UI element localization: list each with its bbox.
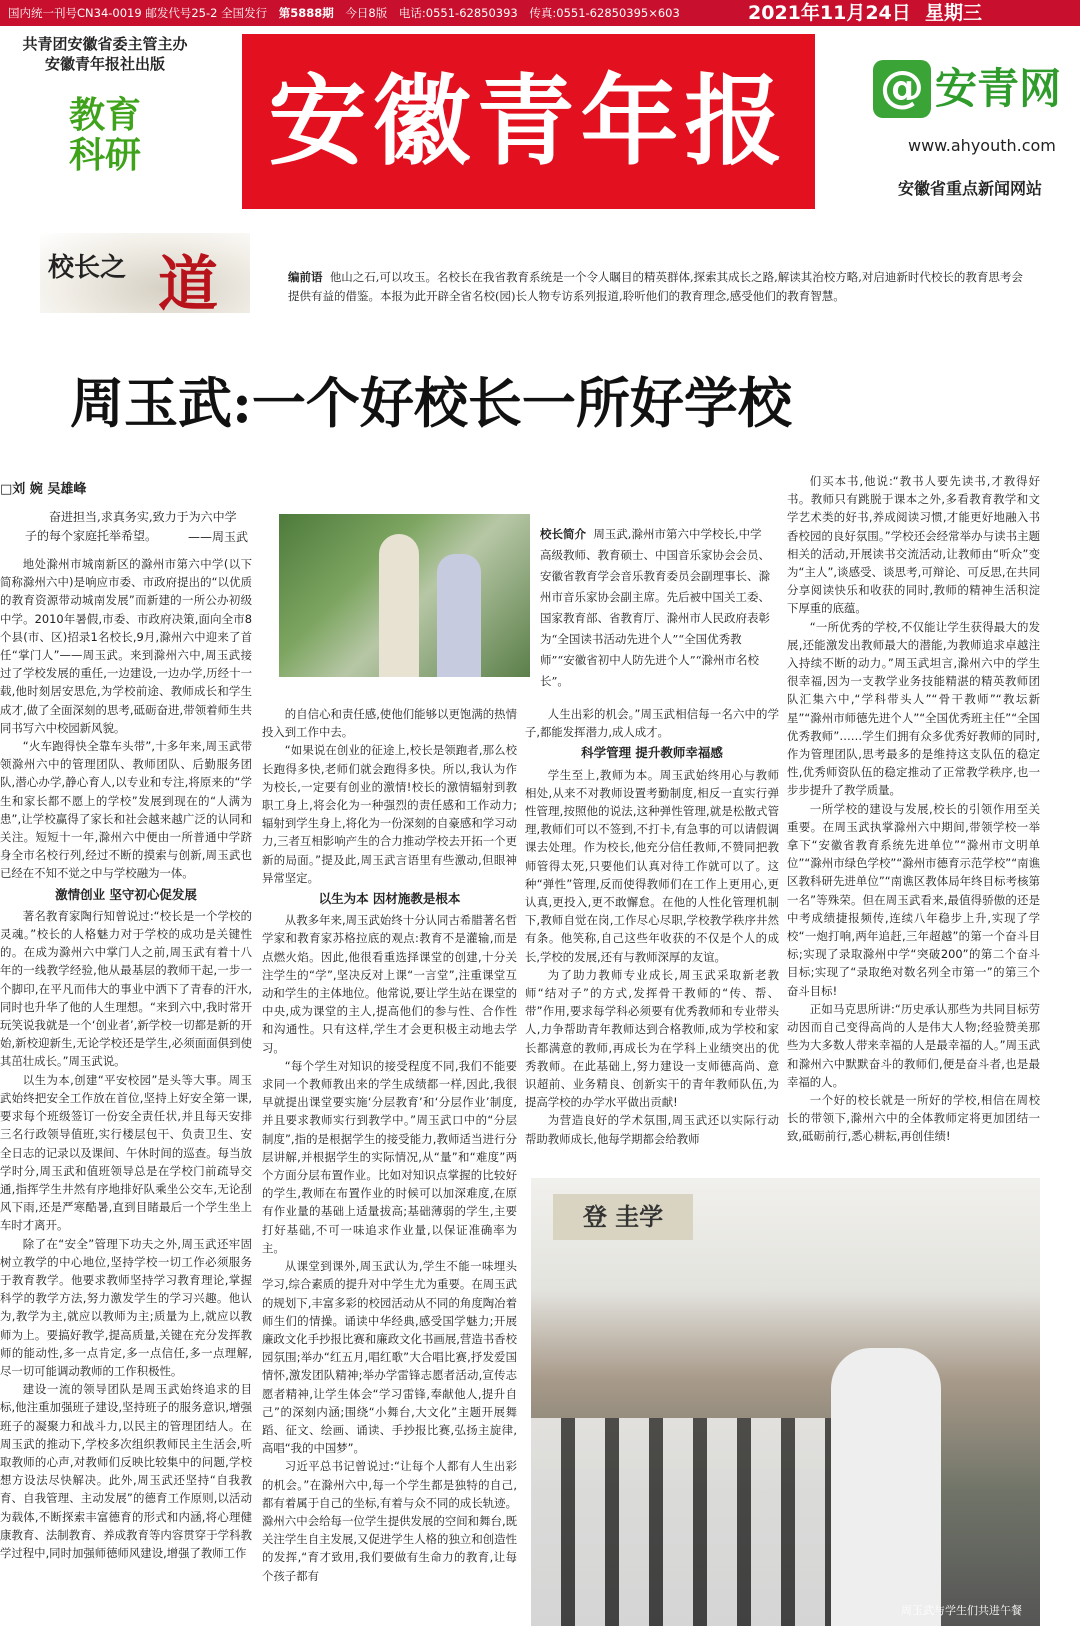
paragraph: 以生为本,创建“平安校园”是头等大事。周玉武始终把安全工作放在首位,坚持上好安全第一课,要求每个班级签订一份安全责任状,并且每天安排三名行政领导值班,实行楼层包干、负责卫生、安全日志的记录以及课间、午休时间的巡查。每当放学时分,周玉武和值班领导总是在学校门前疏导交通,指挥学生井然有序地排好队乘坐公交车,无论刮风下雨,还是严寒酷暑,直到目睹最后一个学生坐上车时才离开。 (0, 1072, 252, 1233)
at-icon: @ (873, 60, 931, 118)
photo-sign: 登 圭学 (553, 1194, 693, 1240)
paragraph: 们买本书,他说:“教书人要先读书,才教得好书。教师只有跳脱于课本之外,多看教育教学和文学艺术类的好书,养成阅读习惯,才能更好地融入书香校园的良好氛围。”学校还会经常举办与读书主题相关的活动,开展读书交流活动,让教师由“听众”变为“主人”,谈感受、谈思考,可辩论、可反思,在共同分享阅读快乐和收获的同时,教师的精神生活积淀下厚重的底蕴。 (787, 474, 1040, 616)
sponsor-info (10, 34, 200, 74)
principal-bio (540, 524, 770, 692)
paragraph: 学生至上,教师为本。周玉武始终用心与教师相处,从来不对教师设置考勤制度,相反一直实行弹性管理,按照他的说法,这种弹性管理,就是松散式管理,教师们可以不签到,不打卡,有急事的可以请假调课去处理。作为校长,他充分信任教师,不赞同把教师管得太死,只要他们认真对待工作就可以了。这种“弹性”管理,反而使得教师们在工作上更用心,更认真,更投入,更不敢懈怠。在他的人性化管理机制下,教师自觉在岗,工作尽心尽职,学校教学秩序井然有条。他笑称,自己这些年收获的不仅是个人的成长,学校的发展,还有与教师深厚的友谊。 (525, 767, 779, 964)
paragraph: 建设一流的领导团队是周玉武始终追求的目标,他注重加强班子建设,坚持班子的服务意识,增强班子的凝聚力和战斗力,以民主的管理团结人。在周玉武的推动下,学校多次组织教师民主生活会,听取教师的心声,对教师们反映比较集中的问题,学校想方设法尽快解决。此外,周玉武还坚持“自我教育、自我管理、主动发展”的德育工作原则,以活动为载体,不断探索丰富德育的形式和内涵,将心理健康教育、法制教育、养成教育等内容贯穿于学科教学过程中,同时加强师德师风建设,增强了教师工作 (0, 1382, 252, 1560)
article-column-1 (0, 555, 252, 1626)
sponsor-line-2: 安徽青年报社出版 (44, 55, 165, 73)
paragraph: 正如马克思所讲:“历史承认那些为共同目标劳动因而自己变得高尚的人是伟大人物;经验赞美那些为大多数人带来幸福的人是最幸福的人。”周玉武和滁州六中默默奋斗的教师们,便是奋斗者,也是最幸福的人。 (787, 1001, 1040, 1089)
paragraph: “火车跑得快全靠车头带”,十多年来,周玉武带领滁州六中的管理团队、教师团队、后勤服务团队,潜心办学,静心育人,以专业和专注,将原来的“学生和家长都不愿上的学校”发展到现在的“人满为患”,让学校赢得了家长和社会越来越广泛的认同和关注。短短十一年,滁州六中便由一所普通中学跻身全市名校行列,经过不断的摸索与创新,周玉武也已经在不知不觉之中与学校融为一体。 (0, 739, 252, 881)
issue-weekday: 星期三 (925, 2, 983, 24)
site-tagline: 安徽省重点新闻网站 (898, 179, 1043, 198)
photo-person (437, 554, 481, 677)
newspaper-masthead: 安徽青年报 (242, 34, 815, 209)
paragraph: “如果说在创业的征途上,校长是领跑者,那么校长跑得多快,老师们就会跑得多快。所以,我认为作为校长,一定要有创业的激情!校长的激情辐射到教职工身上,将会化为一种强烈的责任感和工作动力;辐射到学生身上,将化为一份深刻的自豪感和学习动力,三者互相影响产生的合力推动学校去开拓一个更新的局面。”提及此,周玉武言语里有些激动,但眼神异常坚定。 (262, 743, 517, 885)
editor-note-label: 编前语 (288, 270, 323, 284)
article-headline: 周玉武:一个好校长一所好学校 (70, 371, 792, 435)
column-title-part-2: 道 (158, 250, 218, 320)
top-info-bar (0, 0, 1080, 26)
column-header (40, 233, 250, 320)
section-label: 教育科研 (68, 94, 141, 176)
paragraph: 除了在“安全”管理下功夫之外,周玉武还牢固树立教学的中心地位,坚持学校一切工作必须服务于教育教学。他要求教师坚持学习教育理论,掌握科学的教学方法,努力激发学生的学习兴趣。他认为,教学为主,就应以教师为主;质量为上,就应以教师为上。要搞好教学,提高质量,关键在充分发挥教师的能动性,多一点肯定,多一点信任,多一点理解,尽一切可能调动教师的工作积极性。 (0, 1236, 252, 1378)
cafeteria-photo (531, 1178, 1040, 1626)
paragraph: 人生出彩的机会。”周玉武相信每一名六中的学子,都能发挥潜力,成人成才。 (525, 707, 779, 740)
photo-principal (831, 1348, 941, 1626)
page-count: 今日8版 (345, 6, 388, 20)
issue-number: 第5888期 (278, 6, 334, 20)
phone-number: 电话:0551-62850393 (398, 6, 518, 20)
bio-text: 周玉武,滁州市第六中学校长,中学高级教师、教育硕士、中国音乐家协会会员、安徽省教育学会音乐教育委员会副理事长、滁州市音乐家协会副主席。先后被中国关工委、国家教育部、省教育厅、滁州市人民政府表彰为“全国读书活动先进个人”“全国优秀教师”“安徽省初中人防先进个人”“滁州市名校长”。 (540, 527, 770, 688)
paragraph: 为了助力教师专业成长,周玉武采取新老教师“结对子”的方式,发挥骨干教师的“传、帮、带”作用,要求每学科必须要有优秀教师和专业带头人,力争帮助青年教师达到合格教师,成为学校和家长都满意的教师,再成长为在学科上业绩突出的优秀教师。在此基础上,努力建设一支师德高尚、意识超前、业务精良、创新实干的青年教师队伍,为提高学校的办学水平做出贡献! (525, 967, 779, 1110)
paragraph: 著名教育家陶行知曾说过:“校长是一个学校的灵魂。”校长的人格魅力对于学校的成功是关键性的。在成为滁州六中掌门人之前,周玉武有着十八年的一线教学经验,他从最基层的教师干起,一步一个脚印,在平凡而伟大的事业中洒下了青春的汗水,同时也升华了他的人生理想。“来到六中,我时常开玩笑说我就是一个‘创业者’,新学校一切都是新的开始,新校迎新生,无论学校还是学生,必须面面俱到使其茁壮成长。”周玉武说。 (0, 908, 252, 1069)
website-url[interactable]: www.ahyouth.com (908, 136, 1056, 155)
subheading-2: 以生为本 因材施教是根本 (318, 891, 461, 907)
fax-number: 传真:0551-62850395×603 (529, 6, 680, 20)
editor-note-text: 他山之石,可以攻玉。名校长在我省教育系统是一个令人瞩目的精英群体,探索其成长之路,解读其治校方略,对启迪新时代校长的教育思考会提供有益的借鉴。本报为此开辟全省名校(园)长人物专访系列报道,聆听他们的教育理念,感受他们的教育智慧。 (288, 270, 1023, 303)
paragraph: 地处滁州市城南新区的滁州市第六中学(以下简称滁州六中)是响应市委、市政府提出的“以优质的教育资源带动城南发展”而新建的一所公办初级中学。2010年暑假,市委、市政府决策,面向全市8个县(市、区)招录1名校长,9月,滁州六中迎来了首任“掌门人”——周玉武。来到滁州六中,周玉武接过了学校发展的重任,一边建设,一边办学,历经十一载,他时刻居安思危,为学校前途、教师成长和学生成才,做了全面深刻的思考,砥砺奋进,带领着师生共同书写六中校园新风貌。 (0, 557, 252, 735)
column-title-part-1: 校长之 (48, 253, 127, 283)
paragraph: 从教多年来,周玉武始终十分认同古希腊著名哲学家和教育家苏格拉底的观点:教育不是灌输,而是点燃火焰。因此,他很看重选择课堂的创建,十分关注学生的“学”,坚决反对上课“一言堂”,注重课堂互动和学生的主体地位。他常说,要让学生站在课堂的中央,成为课堂的主人,提高他们的参与性、合作性和沟通性。只有这样,学生才会更积极主动地去学习。 (262, 913, 517, 1055)
paragraph: 的自信心和责任感,使他们能够以更饱满的热情投入到工作中去。 (262, 707, 517, 740)
photo-rock (379, 534, 419, 677)
photo-students (531, 1418, 831, 1626)
site-logo-name: 安青网 (935, 64, 1062, 113)
issue-date: 2021年11月24日 (748, 2, 911, 24)
article-byline: □刘 婉 吴雄峰 (0, 482, 87, 497)
lead-quote-author: ——周玉武 (188, 530, 249, 544)
paragraph: “一所优秀的学校,不仅能让学生获得最大的发展,还能激发出教师最大的潜能,为教师追求卓越注入持续不断的动力。”周玉武坦言,滁州六中的学生很幸福,因为一支教学业务技能精湛的精英教师团队汇集六中,“学科带头人”“骨干教师”“教坛新星”“滁州市师德先进个人”“全国优秀班主任”“全国优秀教师”……学生们拥有众多优秀好教师的同时,作为管理团队,思考最多的是维持这支队伍的稳定性,优秀师资队伍的稳定推动了正常教学秩序,也一步步提升了教学质量。 (787, 619, 1040, 798)
publication-info: 国内统一刊号CN34-0019 邮发代号25-2 全国发行 (8, 6, 268, 20)
editor-note (288, 268, 1028, 306)
subheading-3: 科学管理 提升教师幸福感 (581, 745, 723, 761)
sponsor-line-1: 共青团安徽省委主管主办 (22, 35, 188, 53)
bio-label: 校长简介 (540, 527, 586, 541)
photo-caption: 周玉武与学生们共进午餐 (901, 1604, 1022, 1617)
paragraph: 为营造良好的学术氛围,周玉武还以实际行动帮助教师成长,他每学期都会给教师 (525, 1113, 779, 1146)
paragraph: 一个好的校长就是一所好的学校,相信在周校长的带领下,滁州六中的全体教师定将更加团结一致,砥砺前行,悉心耕耘,再创佳绩! (787, 1092, 1040, 1144)
site-logo (873, 60, 1069, 118)
paragraph: 一所学校的建设与发展,校长的引领作用至关重要。在周玉武执掌滁州六中期间,带领学校一举拿下“安徽省教育系统先进单位”“滁州市文明单位”“滁州市绿色学校”“滁州市德育示范学校”“南谯区教科研先进单位”“南谯区教体局年终目标考核第一名”等殊荣。但在周玉武看来,最值得骄傲的还是中考成绩捷报频传,连续八年稳步上升,实现了学校“一炮打响,两年追赶,三年超越”的第一个奋斗目标;实现了录取滁州中学“突破200”的第二个奋斗目标;实现了“录取绝对数名列全市第一”的第三个奋斗目标! (787, 801, 1040, 998)
subheading-1: 激情创业 坚守初心促发展 (55, 886, 197, 902)
principal-portrait-photo (279, 514, 530, 677)
article-column-2 (262, 705, 517, 1626)
lead-quote: 奋进担当,求真务实,致力于为六中学子的每个家庭托举希望。 (25, 510, 237, 543)
paragraph: 习近平总书记曾说过:“让每个人都有人生出彩的机会。”在滁州六中,每一个学生都是独特的自己,都有着属于自己的坐标,有着与众不同的成长轨迹。滁州六中会给每一位学生提供发展的空间和舞台,既关注学生自主发展,又促进学生人格的独立和创造性的发挥,“育才致用,我们要做有生命力的教育,让每个孩子都有 (262, 1459, 517, 1583)
paragraph: “每个学生对知识的接受程度不同,我们不能要求同一个教师教出来的学生成绩都一样,因此,我很早就提出课堂要实施‘分层教育’和‘分层作业’制度,并且要求教师实行到教学中。”周玉武口中的“分层制度”,指的是根据学生的接受能力,教师适当进行分层讲解,并根据学生的实际情况,从“量”和“难度”两个方面分层布置作业。比如对知识点掌握的比较好的学生,教师在布置作业的时候可以加深难度,在原有作业量的基础上适量拔高;基础薄弱的学生,主要打好基础,不可一味追求作业量,以保证准确率为主。 (262, 1058, 517, 1255)
paragraph: 从课堂到课外,周玉武认为,学生不能一味埋头学习,综合素质的提升对中学生尤为重要。在周玉武的规划下,丰富多彩的校园活动从不同的角度陶冶着师生们的情操。诵读中华经典,感受国学魅力;开展廉政文化手抄报比赛和廉政文化书画展,营造书香校园氛围;举办“红五月,唱红歌”大合唱比赛,抒发爱国情怀,激发团队精神;举办学雷锋志愿者活动,宣传志愿者精神,让学生体会“学习雷锋,奉献他人,提升自己”的深刻内涵;围绕“小舞台,大文化”主题开展舞蹈、征文、绘画、诵读、手抄报比赛,弘扬主旋律,高唱“我的中国梦”。 (262, 1259, 517, 1456)
